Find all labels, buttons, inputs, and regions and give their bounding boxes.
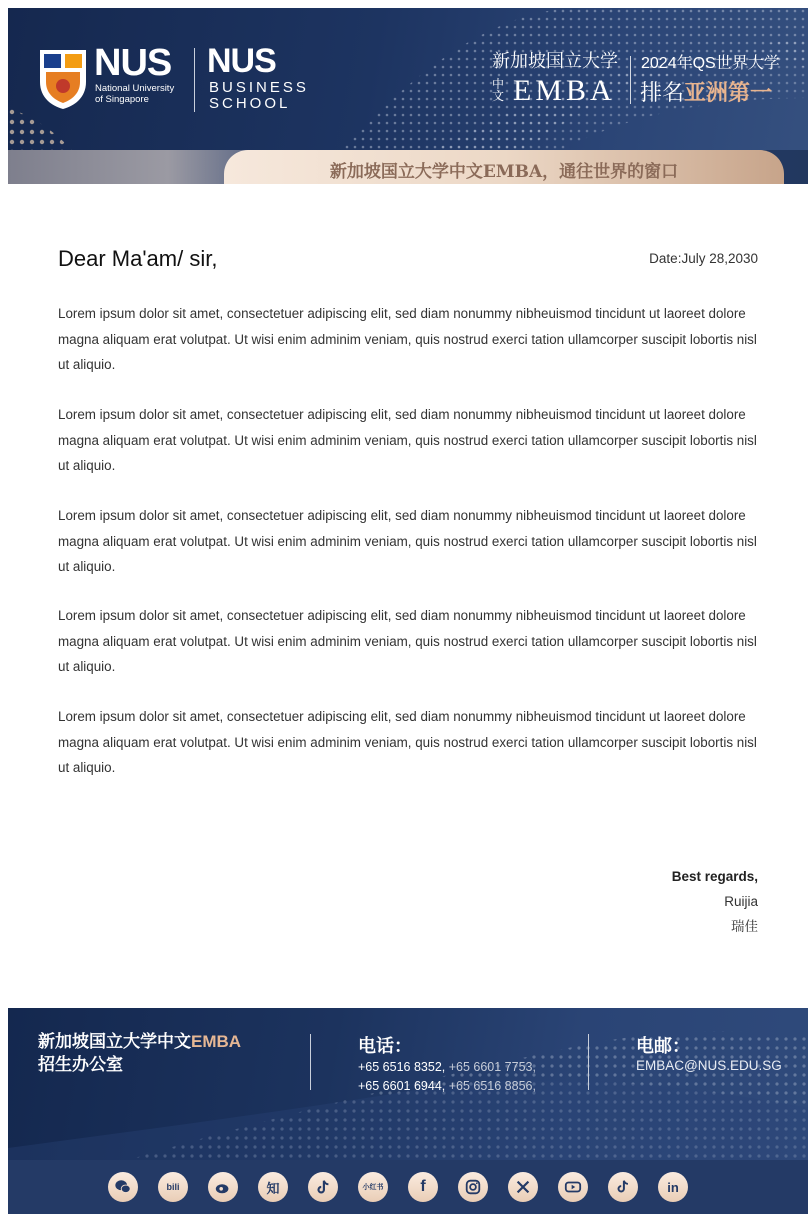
email-label: 电邮： xyxy=(636,1036,690,1056)
letter-paragraph: Lorem ipsum dolor sit amet, consectetuer adipiscing elit, sed diam nonummy nibheuismod tincidunt ut laoreet dolore magna aliquam erat volutpat. Ut wisi enim adminim veniam, quis nostrud exerci tation ullamcorper suscipit lobortis nisl ut aliquio. xyxy=(58,407,757,473)
wechat-icon[interactable] xyxy=(108,1172,138,1202)
phone-numbers xyxy=(358,1058,536,1096)
linkedin-icon[interactable]: in xyxy=(658,1172,688,1202)
letter-paragraph: Lorem ipsum dolor sit amet, consectetuer adipiscing elit, sed diam nonummy nibheuismod tincidunt ut laoreet dolore magna aliquam erat volutpat. Ut wisi enim adminim veniam, quis nostrud exerci tation ullamcorper suscipit lobortis nisl ut aliquio. xyxy=(58,306,757,372)
phone-number[interactable]: +65 6516 8856, xyxy=(445,1079,536,1093)
bilibili-icon[interactable]: bili xyxy=(158,1172,188,1202)
xiaohongshu-icon[interactable]: 小红书 xyxy=(358,1172,388,1202)
phone-number[interactable]: +65 6516 8352, xyxy=(358,1060,446,1074)
x-icon[interactable] xyxy=(508,1172,538,1202)
email-link[interactable]: EMBAC@NUS.EDU.SG xyxy=(636,1058,782,1073)
slogan-bar xyxy=(224,150,784,184)
letter-date: Date:July 28,2030 xyxy=(649,251,758,266)
letter-paragraph: Lorem ipsum dolor sit amet, consectetuer adipiscing elit, sed diam nonummy nibheuismod tincidunt ut laoreet dolore magna aliquam erat volutpat. Ut wisi enim adminim veniam, quis nostrud exerci tation ullamcorper suscipit lobortis nisl ut aliquio. xyxy=(58,709,757,775)
letter-paragraph: Lorem ipsum dolor sit amet, consectetuer adipiscing elit, sed diam nonummy nibheuismod tincidunt ut laoreet dolore magna aliquam erat volutpat. Ut wisi enim adminim veniam, quis nostrud exerci tation ullamcorper suscipit lobortis nisl ut aliquio. xyxy=(58,608,757,674)
signature-cn: 瑞佳 xyxy=(731,919,758,934)
nus-logo-subtitle: National University of Singapore xyxy=(95,83,175,105)
business-school-logo-subtitle: BUSINESS SCHOOL xyxy=(209,79,309,112)
header-divider-right xyxy=(630,56,631,104)
closing-text: Best regards, xyxy=(671,869,758,884)
program-title-emba: EMBA xyxy=(513,74,616,107)
phone-label: 电话： xyxy=(358,1036,412,1056)
nus-logo-wordmark: NUS xyxy=(94,42,172,84)
footer-organization: 新加坡国立大学中文EMBA 招生办公室 xyxy=(38,1032,242,1074)
signature-en: Ruijia xyxy=(724,894,758,909)
program-title-cn: 新加坡国立大学 xyxy=(492,51,618,72)
tiktok-icon[interactable] xyxy=(608,1172,638,1202)
ranking-line-1: 2024年QS世界大学 xyxy=(641,55,780,72)
header-divider xyxy=(194,48,195,112)
email-footer-banner xyxy=(8,1008,808,1160)
youtube-icon[interactable] xyxy=(558,1172,588,1202)
footer-divider xyxy=(310,1034,311,1090)
program-title-cn-small: 中文 xyxy=(492,77,505,103)
slogan-text: 新加坡国立大学中文EMBA，通往世界的窗口 xyxy=(329,162,679,182)
nus-crest-icon xyxy=(38,48,88,110)
ranking-highlight: 亚洲第一 xyxy=(684,80,773,105)
email-header-banner xyxy=(8,8,808,184)
letter-signoff xyxy=(672,864,758,939)
facebook-icon[interactable]: f xyxy=(408,1172,438,1202)
phone-number[interactable]: +65 6601 6944, xyxy=(358,1079,446,1093)
ranking-line-2: 排名亚洲第一 xyxy=(640,80,773,105)
zhihu-icon[interactable]: 知 xyxy=(258,1172,288,1202)
letter-paragraph: Lorem ipsum dolor sit amet, consectetuer adipiscing elit, sed diam nonummy nibheuismod tincidunt ut laoreet dolore magna aliquam erat volutpat. Ut wisi enim adminim veniam, quis nostrud exerci tation ullamcorper suscipit lobortis nisl ut aliquio. xyxy=(58,508,757,574)
footer-divider xyxy=(588,1034,589,1090)
letter-greeting: Dear Ma'am/ sir, xyxy=(58,246,218,271)
phone-number[interactable]: +65 6601 7753, xyxy=(445,1060,536,1074)
social-media-bar xyxy=(8,1160,808,1214)
douyin-icon[interactable] xyxy=(308,1172,338,1202)
instagram-icon[interactable] xyxy=(458,1172,488,1202)
business-school-logo-wordmark: NUS xyxy=(207,42,276,80)
weibo-icon[interactable] xyxy=(208,1172,238,1202)
